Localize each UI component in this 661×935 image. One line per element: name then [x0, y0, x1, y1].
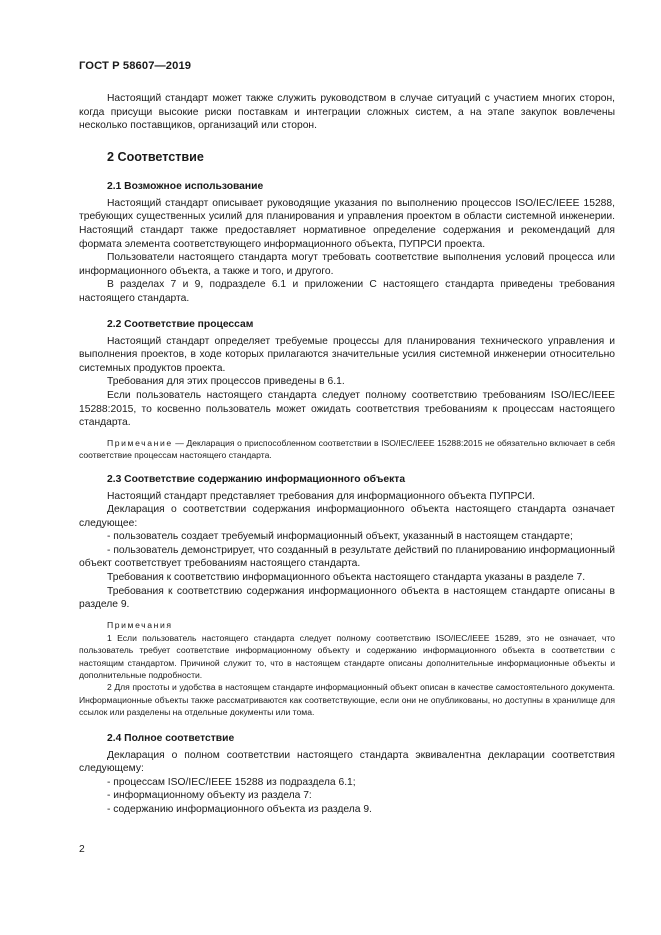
paragraph: Декларация о полном соответствии настоящего стандарта эквивалентна декларации соответствия следующему: [79, 749, 615, 775]
subsection-2-2-title: 2.2 Соответствие процессам [107, 318, 254, 330]
subsection-2-1 [79, 181, 615, 306]
paragraph: Требования к соответствию содержания информационного объекта в настоящем стандарте описаны в разделе 9. [79, 585, 615, 611]
subsection-2-3-title: 2.3 Соответствие содержанию информационного объекта [107, 473, 406, 485]
note-text: — Декларация о приспособленном соответствии в ISO/IEC/IEEE 15288:2015 не обязательно включает в себя соответствие процессам настоящего стандарта. [79, 437, 615, 461]
subsection-2-1-title: 2.1 Возможное использование [107, 180, 264, 192]
note-label: Примечание [107, 437, 173, 448]
list-item: - пользователь создает требуемый информационный объект, указанный в настоящем стандарте; [107, 531, 573, 543]
page-content [79, 92, 615, 817]
list-item: - пользователь демонстрирует, что созданный в результате действий по планированию информационный объект соответствует требованиям настоящего стандарта. [79, 544, 615, 570]
subsection-2-4-title: 2.4 Полное соответствие [107, 732, 235, 744]
paragraph: Настоящий стандарт представляет требования для информационного объекта ПУПРСИ. [107, 490, 535, 502]
subsection-2-4 [79, 733, 615, 817]
document-code: ГОСТ Р 58607—2019 [79, 60, 192, 72]
note-1: 1 Если пользователь настоящего стандарта следует полному соответствию ISO/IEC/IEEE 15289, это не означает, что пользователь требует соответствие информационному объекту и содержанию информационного объекта в соответствии с настоящим стандартом. Причиной служит то, что в настоящем стандарте описаны дополнительные информационные объекты и дополнительные подробности. [79, 632, 615, 681]
note [79, 437, 615, 462]
paragraph: Настоящий стандарт определяет требуемые процессы для планирования технического управления и выполнения проектов, в ходе которых прилагаются значительные усилия системной инженерии относительно системных продуктов проекта. [79, 335, 615, 374]
subsection-2-3 [79, 474, 615, 719]
paragraph: Если пользователь настоящего стандарта следует полному соответствию требованиям ISO/IEC/IEEE 15288:2015, то косвенно пользователь может ожидать соответствия требованиям к процессам настоящего стандарта. [79, 389, 615, 429]
list-item: - содержанию информационного объекта из раздела 9. [107, 804, 372, 816]
paragraph: В разделах 7 и 9, подразделе 6.1 и приложении С настоящего стандарта приведены требования настоящего стандарта. [79, 279, 615, 304]
intro-paragraph: Настоящий стандарт может также служить руководством в случае ситуаций с участием многих сторон, когда присущи высокие риски поставкам и интеграции сложных систем, а на этапе закупок вовлечены несколько поставщиков, организаций или сторон. [79, 93, 615, 132]
paragraph: Требования для этих процессов приведены в 6.1. [107, 376, 345, 388]
paragraph: Требования к соответствию информационного объекта настоящего стандарта указаны в разделе 7. [107, 572, 586, 584]
subsection-2-2 [79, 319, 615, 462]
list-item: - процессам ISO/IEC/IEEE 15288 из подраздела 6.1; [107, 776, 356, 788]
section-2-title: 2 Соответствие [107, 149, 204, 164]
page-number: 2 [79, 844, 85, 855]
paragraph: Настоящий стандарт описывает руководящие указания по выполнению процессов ISO/IEC/IEEE 15288, требующих существенных усилий для планирования и управления проектом в области системной инженерии. Настоящий стандарт также предоставляет нормативное определение содержания и рекомендаций для формата элемента соответствующего информационного объекта, ПУПРСИ проекта. [79, 197, 615, 250]
paragraph: Декларация о соответствии содержания информационного объекта настоящего стандарта означает следующее: [79, 504, 615, 529]
note-2: 2 Для простоты и удобства в настоящем стандарте информационный объект описан в качестве самостоятельного документа. Информационные объекты также рассматриваются как соответствующие, если они не опубликованы, но доступны в хранилище для ссылок или разделены на отдельные документы или тома. [79, 682, 615, 718]
notes-label: Примечания [107, 619, 173, 630]
paragraph: Пользователи настоящего стандарта могут требовать соответствие выполнения условий процесса или информационного объекта, а также и того, и другого. [79, 252, 615, 277]
list-item: - информационному объекту из раздела 7: [107, 790, 312, 802]
